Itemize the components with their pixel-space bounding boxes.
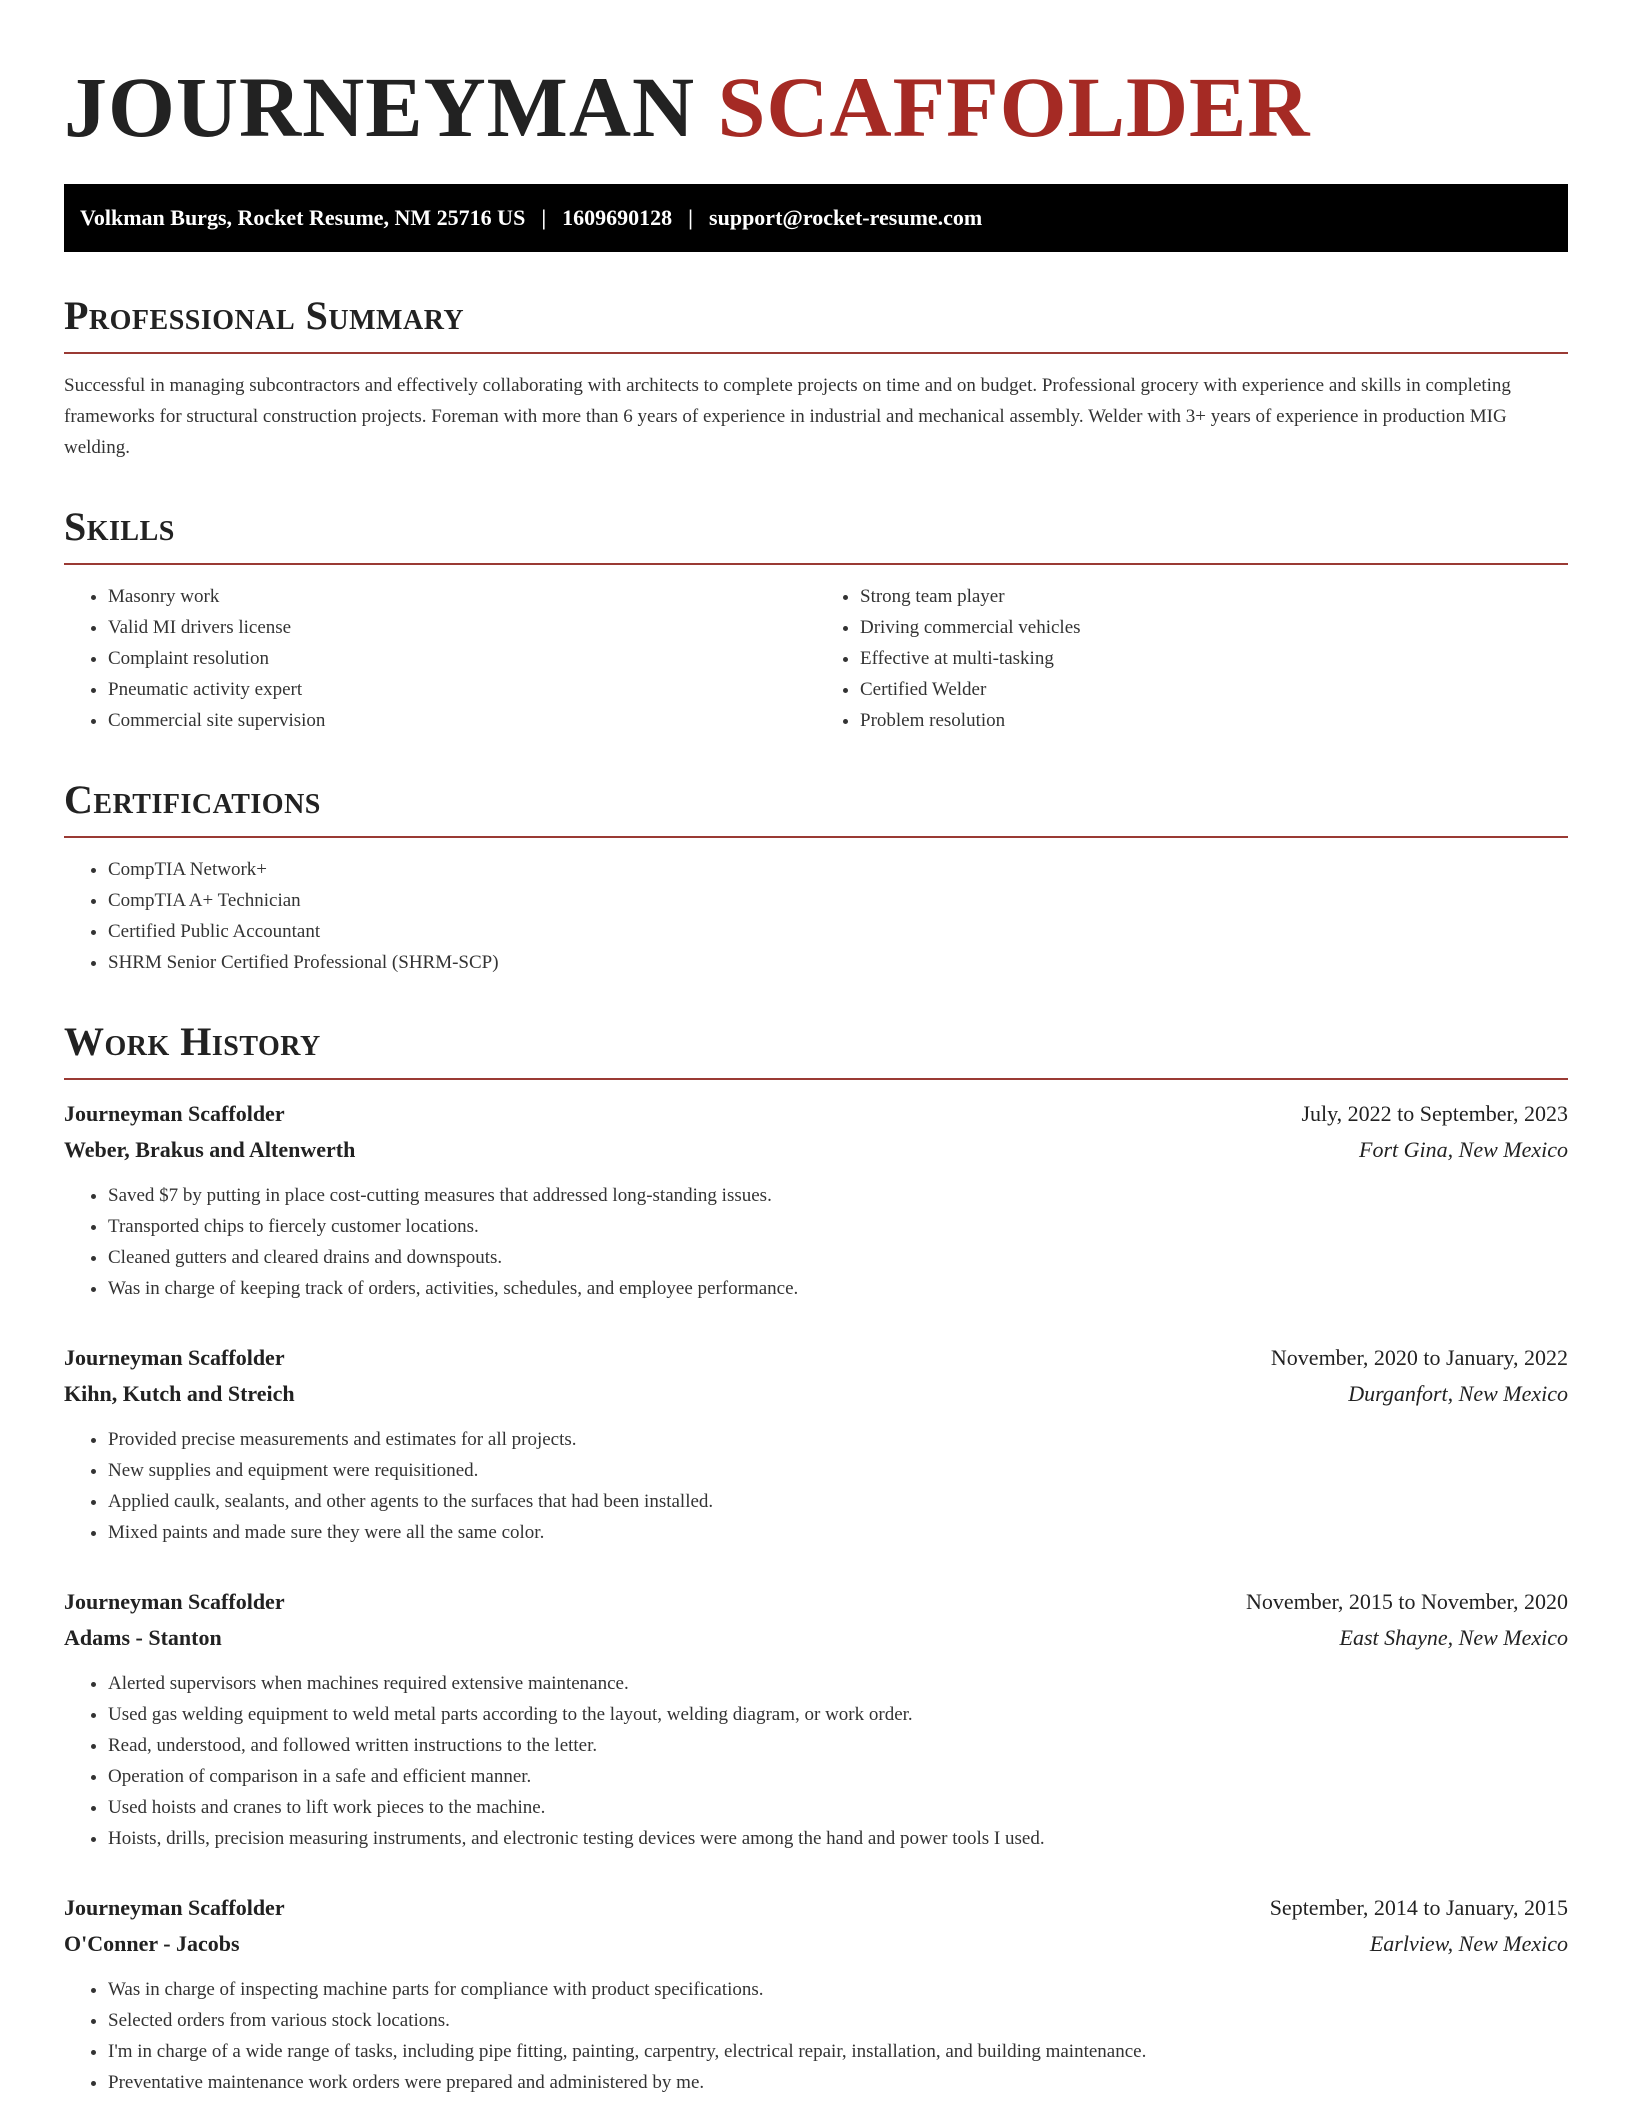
job-duty: • Alerted supervisors when machines required extensive maintenance. [108, 1668, 1568, 1699]
job-duty: • Mixed paints and made sure they were all the same color. [108, 1517, 1568, 1548]
skill-item: • Complaint resolution [108, 643, 816, 674]
job-title: Journeyman Scaffolder [64, 1101, 285, 1126]
section-divider [64, 836, 1568, 838]
job-duty: • Applied caulk, sealants, and other agents to the surfaces that had been installed. [108, 1486, 1568, 1517]
summary-section [64, 293, 1568, 463]
skill-item: • Valid MI drivers license [108, 612, 816, 643]
job-duty: • Was in charge of keeping track of orders, activities, schedules, and employee performance. [108, 1273, 1568, 1304]
job-company-row [64, 1620, 1568, 1656]
contact-address: Volkman Burgs, Rocket Resume, NM 25716 US [80, 205, 526, 230]
job-company-row [64, 1132, 1568, 1168]
skill-item: • Certified Welder [860, 674, 1568, 705]
job-dates: November, 2020 to January, 2022 [1270, 1345, 1568, 1370]
job-header-row [64, 1340, 1568, 1376]
skill-item: • Effective at multi-tasking [860, 643, 1568, 674]
skills-list-left [64, 581, 816, 736]
contact-email[interactable]: support@rocket-resume.com [709, 205, 983, 230]
skills-columns [64, 581, 1568, 736]
job-company: Weber, Brakus and Altenwerth [64, 1137, 356, 1162]
contact-separator: | [541, 205, 547, 230]
section-title-certifications: Certifications [64, 777, 321, 822]
job-duty: • Used gas welding equipment to weld metal parts according to the layout, welding diagram, or work order. [108, 1699, 1568, 1730]
certifications-section [64, 777, 1568, 978]
job-dates: November, 2015 to November, 2020 [1245, 1589, 1568, 1614]
job-duty: • Selected orders from various stock locations. [108, 2005, 1568, 2036]
job-title: Journeyman Scaffolder [64, 1589, 285, 1614]
job-title: Journeyman Scaffolder [64, 1895, 285, 1920]
job-duty: • Transported chips to fiercely customer locations. [108, 1211, 1568, 1242]
job-duty: • Hoists, drills, precision measuring instruments, and electronic testing devices were among the hand and power tools I used. [108, 1823, 1568, 1854]
section-title-summary: Professional Summary [64, 293, 465, 338]
job-duty: • Cleaned gutters and cleared drains and downspouts. [108, 1242, 1568, 1273]
certification-item: • CompTIA Network+ [108, 854, 1568, 885]
candidate-name [64, 56, 1568, 155]
job-entry [64, 1584, 1568, 1854]
certification-item: • Certified Public Accountant [108, 916, 1568, 947]
job-duties-list [64, 1180, 1568, 1304]
name-first: JOURNEYMAN [64, 59, 696, 155]
section-divider [64, 1078, 1568, 1080]
job-duty: • Was in charge of inspecting machine parts for compliance with product specifications. [108, 1974, 1568, 2005]
section-title-skills: Skills [64, 504, 175, 549]
skill-item: • Problem resolution [860, 705, 1568, 736]
job-duties-list [64, 1974, 1568, 2098]
job-header-row [64, 1096, 1568, 1132]
work-history-section [64, 1019, 1568, 2098]
skill-item: • Pneumatic activity expert [108, 674, 816, 705]
skills-section [64, 504, 1568, 736]
name-last: SCAFFOLDER [717, 59, 1311, 155]
job-header-row [64, 1584, 1568, 1620]
job-entry [64, 1340, 1568, 1548]
job-entry [64, 1096, 1568, 1304]
job-duties-list [64, 1424, 1568, 1548]
skill-item: • Masonry work [108, 581, 816, 612]
job-duty: • New supplies and equipment were requisitioned. [108, 1455, 1568, 1486]
skills-list-right [816, 581, 1568, 736]
certifications-list [64, 854, 1568, 978]
job-company-row [64, 1926, 1568, 1962]
skill-item: • Commercial site supervision [108, 705, 816, 736]
skills-column-left [64, 581, 816, 736]
job-duty: • Read, understood, and followed written instructions to the letter. [108, 1730, 1568, 1761]
job-location: Earlview, New Mexico [1369, 1931, 1568, 1956]
job-duty: • Used hoists and cranes to lift work pieces to the machine. [108, 1792, 1568, 1823]
job-duty: • Preventative maintenance work orders were prepared and administered by me. [108, 2067, 1568, 2098]
job-entry [64, 1890, 1568, 2098]
job-header-row [64, 1890, 1568, 1926]
job-dates: July, 2022 to September, 2023 [1301, 1101, 1568, 1126]
certification-item: • SHRM Senior Certified Professional (SHRM-SCP) [108, 947, 1568, 978]
job-duty: • Operation of comparison in a safe and efficient manner. [108, 1761, 1568, 1792]
contact-separator: | [688, 205, 694, 230]
contact-phone: 1609690128 [562, 205, 673, 230]
skills-column-right [816, 581, 1568, 736]
job-title: Journeyman Scaffolder [64, 1345, 285, 1370]
job-duties-list [64, 1668, 1568, 1854]
summary-text: Successful in managing subcontractors and effectively collaborating with architects to complete projects on time and on budget. Professional grocery with experience and skills in completing frameworks for structural construction projects. Foreman with more than 6 years of experience in industrial and mechanical assembly. Welder with 3+ years of experience in production MIG welding. [64, 375, 1511, 458]
job-company: O'Conner - Jacobs [64, 1931, 240, 1956]
job-duty: • Saved $7 by putting in place cost-cutting measures that addressed long-standing issues. [108, 1180, 1568, 1211]
job-company: Kihn, Kutch and Streich [64, 1381, 295, 1406]
section-title-work-history: Work History [64, 1019, 321, 1064]
section-divider [64, 352, 1568, 354]
skill-item: • Driving commercial vehicles [860, 612, 1568, 643]
contact-bar [64, 184, 1568, 252]
job-dates: September, 2014 to January, 2015 [1269, 1895, 1568, 1920]
job-location: East Shayne, New Mexico [1339, 1625, 1568, 1650]
job-duty: • I'm in charge of a wide range of tasks, including pipe fitting, painting, carpentry, electrical repair, installation, and building maintenance. [108, 2036, 1568, 2067]
job-company: Adams - Stanton [64, 1625, 222, 1650]
certification-item: • CompTIA A+ Technician [108, 885, 1568, 916]
job-location: Fort Gina, New Mexico [1359, 1137, 1568, 1162]
job-location: Durganfort, New Mexico [1348, 1381, 1568, 1406]
skill-item: • Strong team player [860, 581, 1568, 612]
job-company-row [64, 1376, 1568, 1412]
job-duty: • Provided precise measurements and estimates for all projects. [108, 1424, 1568, 1455]
section-divider [64, 563, 1568, 565]
